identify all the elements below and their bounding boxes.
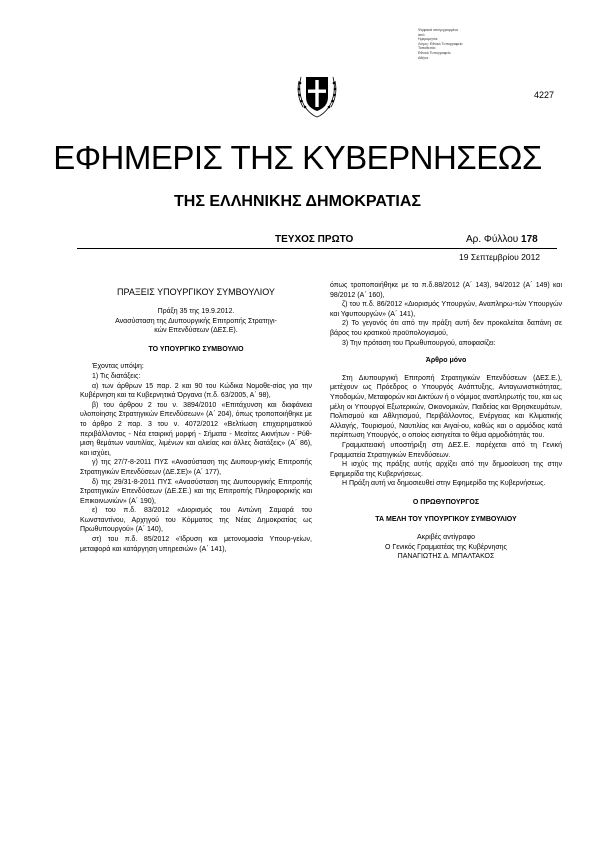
act-number: Πράξη 35 της 19.9.2012. (157, 308, 235, 315)
preamble: Έχοντας υπόψη: (92, 363, 144, 371)
secretary-name: ΠΑΝΑΓΙΩΤΗΣ Δ. ΜΠΑΛΤΑΚΟΣ (397, 553, 495, 561)
sheet-number: 178 (521, 234, 538, 245)
paragraph: στ) του π.δ. 85/2012 «Ίδρυση και μετονομασία Υπουρ-γείων, μεταφορά και κατάργηση υπηρεσιών» (Α΄ 141), (80, 536, 312, 553)
paragraph: α) των άρθρων 15 παρ. 2 και 90 του Κώδικα Νομοθε-σίας για την Κυβέρνηση και τα Κυβερνητικά Όργανα (π.δ. 63/2005, Α΄ 98), (80, 382, 312, 400)
council-members: ΤΑ ΜΕΛΗ ΤΟΥ ΥΠΟΥΡΓΙΚΟΥ ΣΥΜΒΟΥΛΙΟΥ (375, 516, 517, 524)
paragraph: όπως τροποποιήθηκε με τα π.δ.88/2012 (Α΄ 143), 94/2012 (Α΄ 149) και 98/2012 (Α΄ 160), (330, 282, 562, 299)
page-number: 4227 (534, 90, 555, 100)
greek-coat-of-arms-icon (295, 63, 339, 119)
paragraph: Η ισχύς της πράξης αυτής αρχίζει από την δημοσίευση της στην Εφημερίδα της Κυβερνήσεως. (330, 461, 562, 478)
sheet-label: Αρ. Φύλλου (466, 234, 519, 245)
paragraph: Στη Διυπουργική Επιτροπή Στρατηγικών Επενδύσεων (ΔΕΣ.Ε.), μετέχουν ως Πρόεδρος ο Υπουργός Ανάπτυξης, Ανταγωνιστικότητας, Υποδομών, Μεταφορών και Δικτύων ή ο νόμιμος αναπληρωτής του, και ως μέλη οι Υπουργοί Εξωτερικών, Οικονομικών, Παιδείας και Θρησκευμάτων, Πολιτισμού και Αθλητισμού, Περιβάλλοντος, Ενέργειας και Κλιματικής Αλλαγής, Τουρισμού, Ναυτιλίας και Αιγαί-ου, καθώς και ο αρμόδιος κατά περίπτωση Υπουργός, ο οποίος εισηγείται το θέμα αρμοδιότητάς του. (330, 374, 562, 440)
paragraph: δ) της 29/31-8-2011 ΠΥΣ «Ανασύσταση της Διυπουργικής Επιτροπής Στρατηγικών Επενδύσεων (ΔΕ.ΣΕ.) και της Επιτροπής Πληροφορικής και Επικοινωνιών» (Α΄ 190), (80, 478, 312, 505)
stamp-line: Ημερομηνία: (418, 37, 439, 42)
council-heading: ΤΟ ΥΠΟΥΡΓΙΚΟ ΣΥΜΒΟΥΛΙΟ (148, 345, 244, 353)
stamp-line: Λόγος: Εθνικό Τυπογραφείο (418, 41, 463, 46)
paragraph: 2) Το γεγονός ότι από την πράξη αυτή δεν προκαλείται δαπάνη σε βάρος του κρατικού προϋπολογισμού, (330, 320, 562, 337)
act-subject: Ανασύσταση της Διυπουργικής Επιτροπής Στρατηγι- (115, 317, 277, 325)
stamp-line: από (418, 32, 425, 37)
stamp-line: Αθήνα (418, 55, 429, 60)
stamp-line: Εθνικό Τυπογραφείο (418, 50, 451, 55)
paragraph: Γραμματειακή υποστήριξη στη ΔΕΣ.Ε. παρέχεται από τη Γενική Γραμματεία Στρατηγικών Επενδύσεων. (330, 441, 562, 459)
section-title: ΠΡΑΞΕΙΣ ΥΠΟΥΡΓΙΚΟΥ ΣΥΜΒΟΥΛΙΟΥ (117, 287, 275, 297)
gazette-title: ΕΦΗΜΕΡΙΣ ΤΗΣ ΚΥΒΕΡΝΗΣΕΩΣ (53, 139, 542, 176)
paragraph: ε) του π.δ. 83/2012 «Διορισμός του Αντώνη Σαμαρά του Κωνσταντίνου, Αρχηγού του Κόμματος της Νέας Δημοκρατίας ως Πρωθυπουργού» (Α΄ 140), (80, 507, 312, 534)
paragraph: Η Πράξη αυτή να δημοσιευθεί στην Εφημερίδα της Κυβερνήσεως. (342, 480, 546, 488)
gazette-subtitle: ΤΗΣ ΕΛΛΗΝΙΚΗΣ ΔΗΜΟΚΡΑΤΙΑΣ (174, 193, 421, 210)
header-rule (77, 248, 557, 249)
right-column (330, 281, 562, 562)
left-column (80, 286, 312, 554)
paragraph: ζ) του π.δ. 86/2012 «Διορισμός Υπουργών, Αναπληρω-τών Υπουργών και Υφυπουργών» (Α΄ 141), (330, 301, 562, 318)
article-heading: Άρθρο μόνο (425, 357, 467, 365)
certified-copy: Ακριβές αντίγραφο (417, 534, 475, 542)
stamp-line: Τοποθεσία: (418, 46, 436, 51)
digital-signature-stamp (418, 28, 480, 60)
paragraph: γ) της 27/7-8-2011 ΠΥΣ «Ανασύσταση της Διυπουρ-γικής Επιτροπής Στρατηγικών Επενδύσεων (ΔΕ.ΣΕ)» (Α΄ 177), (80, 459, 312, 476)
act-subject: κών Επενδύσεων (ΔΕΣ.Ε). (154, 327, 238, 335)
paragraph: β) του άρθρου 2 του ν. 3894/2010 «Επιτάχυνση και διαφάνεια υλοποίησης Στρατηγικών Επενδύσεων» (Α΄ 204), όπως τροποποιήθηκε με το άρθρο 2 παρ. 3 του ν. 4072/2012 «Βελτίωση επιχειρηματικού περιβάλλοντος - Νέα εταιρική μορφή - Σήματα - Μεσίτες Ακινήτων - Ρύθ-μιση θεμάτων ναυτιλίας, λιμένων και αλιείας και άλλες διατάξεις» (Α΄ 86), και ισχύει, (80, 401, 312, 457)
sheet-number-line (466, 234, 538, 245)
issue-type: ΤΕΥΧΟΣ ΠΡΩΤΟ (275, 234, 354, 245)
stamp-line: Ψηφιακά υπογεγραμμένο (418, 28, 459, 32)
prime-minister: Ο ΠΡΩΘΥΠΟΥΡΓΟΣ (412, 498, 480, 506)
issue-date: 19 Σεπτεμβρίου 2012 (459, 252, 541, 262)
paragraph: 3) Την πρόταση του Πρωθυπουργού, αποφασίζει: (342, 339, 496, 347)
secretary-role: Ο Γενικός Γραμματέας της Κυβέρνησης (385, 543, 507, 551)
preamble: 1) Τις διατάξεις: (92, 372, 141, 380)
